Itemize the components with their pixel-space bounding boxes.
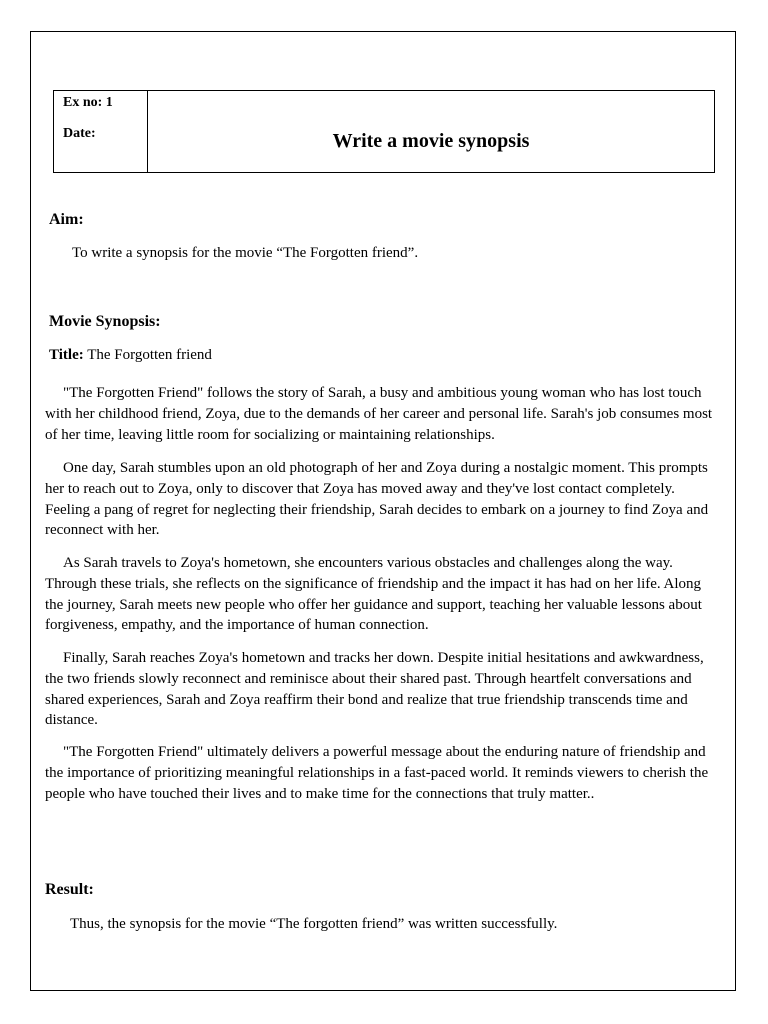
synopsis-title-line [49,347,212,364]
header-table [53,90,715,173]
title-label: Title: [49,347,84,363]
header-title-cell [148,91,714,172]
title-value: The Forgotten friend [87,347,212,363]
synopsis-heading: Movie Synopsis: [49,313,161,330]
synopsis-paragraph-5: "The Forgotten Friend" ultimately delivers a powerful message about the enduring nature of friendship and the importance of prioritizing meaningful relationships in a fast-paced world. It reminds viewers to cherish the people who have touched their lives and to make time for the connections that truly matter.. [45,744,709,802]
header-meta-cell [54,91,148,172]
synopsis-paragraph-1: "The Forgotten Friend" follows the story of Sarah, a busy and ambitious young woman who has lost touch with her childhood friend, Zoya, due to the demands of her career and personal life. Sarah's job consumes most of her time, leaving little room for socializing or maintaining relationships. [45,385,713,443]
result-text: Thus, the synopsis for the movie “The forgotten friend” was written successfully. [70,916,558,932]
document-title: Write a movie synopsis [332,130,530,152]
date-label: Date: [63,126,96,141]
synopsis-paragraph-2: One day, Sarah stumbles upon an old photograph of her and Zoya during a nostalgic moment. This prompts her to reach out to Zoya, only to discover that Zoya has moved away and they've lost contact completely. Feeling a pang of regret for neglecting their friendship, Sarah decides to embark on a journey to find Zoya and reconnect with her. [45,460,709,539]
synopsis-paragraph-4: Finally, Sarah reaches Zoya's hometown and tracks her down. Despite initial hesitations and awkwardness, the two friends slowly reconnect and reminisce about their shared past. Through heartfelt conversations and shared experiences, Sarah and Zoya reaffirm their bond and realize that true friendship transcends time and distance. [45,650,704,729]
result-heading: Result: [45,881,94,898]
aim-heading: Aim: [49,211,84,228]
exercise-number: Ex no: 1 [63,95,113,110]
synopsis-paragraph-3: As Sarah travels to Zoya's hometown, she encounters various obstacles and challenges along the way. Through these trials, she reflects on the significance of friendship and the impact it has had on her life. Along the journey, Sarah meets new people who offer her guidance and support, teaching her valuable lessons about forgiveness, empathy, and the importance of human connection. [45,555,702,634]
aim-text: To write a synopsis for the movie “The Forgotten friend”. [72,245,419,261]
